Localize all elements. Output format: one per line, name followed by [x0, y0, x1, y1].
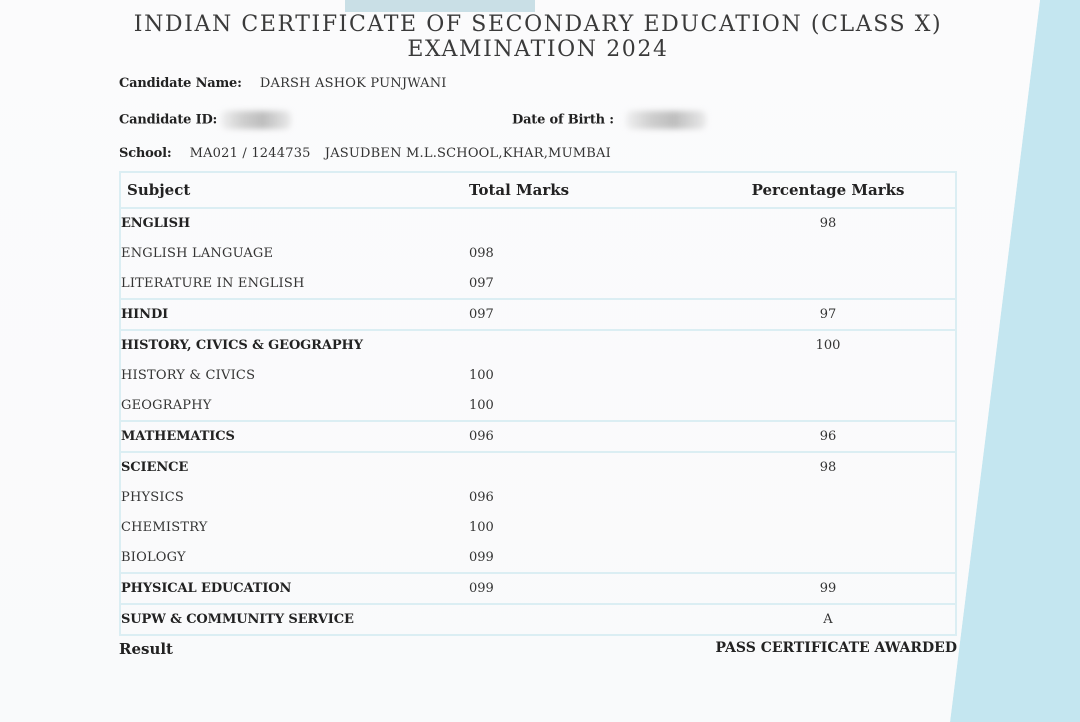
title-line-2: EXAMINATION 2024 [407, 37, 669, 62]
subject-cell: SUPW & COMMUNITY SERVICE [120, 604, 469, 635]
table-subrow [120, 360, 956, 390]
subject-cell: MATHEMATICS [120, 421, 469, 452]
sub-percentage-cell [701, 268, 956, 299]
redacted-dob [626, 111, 706, 129]
total-marks-cell: 097 [469, 299, 701, 330]
percentage-marks-cell: 96 [701, 421, 956, 452]
sub-total-marks-cell: 100 [469, 367, 494, 383]
sub-percentage-cell [701, 238, 956, 268]
table-row [120, 330, 956, 360]
subject-cell: HISTORY, CIVICS & GEOGRAPHY [120, 330, 469, 360]
table-subrow [120, 542, 956, 573]
table-row [120, 604, 956, 635]
top-tab-strip [345, 0, 535, 12]
sub-total-marks-cell: 098 [469, 245, 494, 261]
sub-total-marks-cell: 099 [469, 549, 494, 565]
school-row [119, 146, 611, 161]
header-percentage-marks: Percentage Marks [701, 172, 956, 208]
table-row [120, 573, 956, 604]
total-marks-cell [469, 452, 701, 482]
candidate-name-row: Candidate Name: DARSH ASHOK PUNJWANI [119, 76, 447, 91]
table-row [120, 299, 956, 330]
header-total-marks: Total Marks [469, 172, 701, 208]
dob-row: Date of Birth : [512, 111, 706, 129]
percentage-marks-cell: 99 [701, 573, 956, 604]
sub-subject-cell: ENGLISH LANGUAGE [121, 245, 274, 261]
table-subrow [120, 238, 956, 268]
table-row [120, 452, 956, 482]
title-line-1: INDIAN CERTIFICATE OF SECONDARY EDUCATION (CLASS X) [133, 12, 943, 37]
subject-cell: SCIENCE [120, 452, 469, 482]
total-marks-cell [469, 208, 701, 238]
sub-total-marks-cell: 100 [469, 519, 494, 535]
sub-subject-cell: PHYSICS [121, 489, 184, 505]
dob-label: Date of Birth [512, 112, 605, 128]
sub-percentage-cell [701, 482, 956, 512]
sub-percentage-cell [701, 512, 956, 542]
page-title [0, 12, 1076, 62]
table-subrow [120, 482, 956, 512]
sub-total-marks-cell: 097 [469, 275, 494, 291]
result-label: Result [119, 640, 173, 658]
redacted-candidate-id [221, 111, 291, 129]
total-marks-cell [469, 330, 701, 360]
candidate-id-label: Candidate ID: [119, 112, 218, 128]
subject-cell: PHYSICAL EDUCATION [120, 573, 469, 604]
table-row [120, 421, 956, 452]
total-marks-cell: 099 [469, 573, 701, 604]
school-name: JASUDBEN M.L.SCHOOL,KHAR,MUMBAI [324, 146, 611, 161]
sub-total-marks-cell: 100 [469, 397, 494, 413]
marks-table [119, 171, 957, 636]
sub-percentage-cell [701, 360, 956, 390]
school-label: School: [119, 146, 172, 161]
sub-percentage-cell [701, 542, 956, 573]
table-header-row [120, 172, 956, 208]
result-value: PASS CERTIFICATE AWARDED [715, 640, 957, 656]
school-code: MA021 / 1244735 [189, 146, 311, 161]
percentage-marks-cell: 98 [701, 208, 956, 238]
header-subject: Subject [120, 172, 469, 208]
sub-subject-cell: HISTORY & CIVICS [121, 367, 256, 383]
subject-cell: ENGLISH [120, 208, 469, 238]
candidate-name-label: Candidate Name [119, 76, 238, 91]
total-marks-cell [469, 604, 701, 635]
sub-total-marks-cell: 096 [469, 489, 494, 505]
result-row [119, 640, 957, 658]
sub-percentage-cell [701, 390, 956, 421]
percentage-marks-cell: A [701, 604, 956, 635]
sub-subject-cell: CHEMISTRY [121, 519, 208, 535]
percentage-marks-cell: 100 [701, 330, 956, 360]
percentage-marks-cell: 97 [701, 299, 956, 330]
sub-subject-cell: LITERATURE IN ENGLISH [121, 275, 305, 291]
sub-subject-cell: GEOGRAPHY [121, 397, 212, 413]
percentage-marks-cell: 98 [701, 452, 956, 482]
table-subrow [120, 268, 956, 299]
table-subrow [120, 390, 956, 421]
candidate-id-row [119, 111, 291, 129]
table-subrow [120, 512, 956, 542]
table-row [120, 208, 956, 238]
subject-cell: HINDI [120, 299, 469, 330]
candidate-name-value: DARSH ASHOK PUNJWANI [259, 76, 447, 91]
sub-subject-cell: BIOLOGY [121, 549, 186, 565]
total-marks-cell: 096 [469, 421, 701, 452]
